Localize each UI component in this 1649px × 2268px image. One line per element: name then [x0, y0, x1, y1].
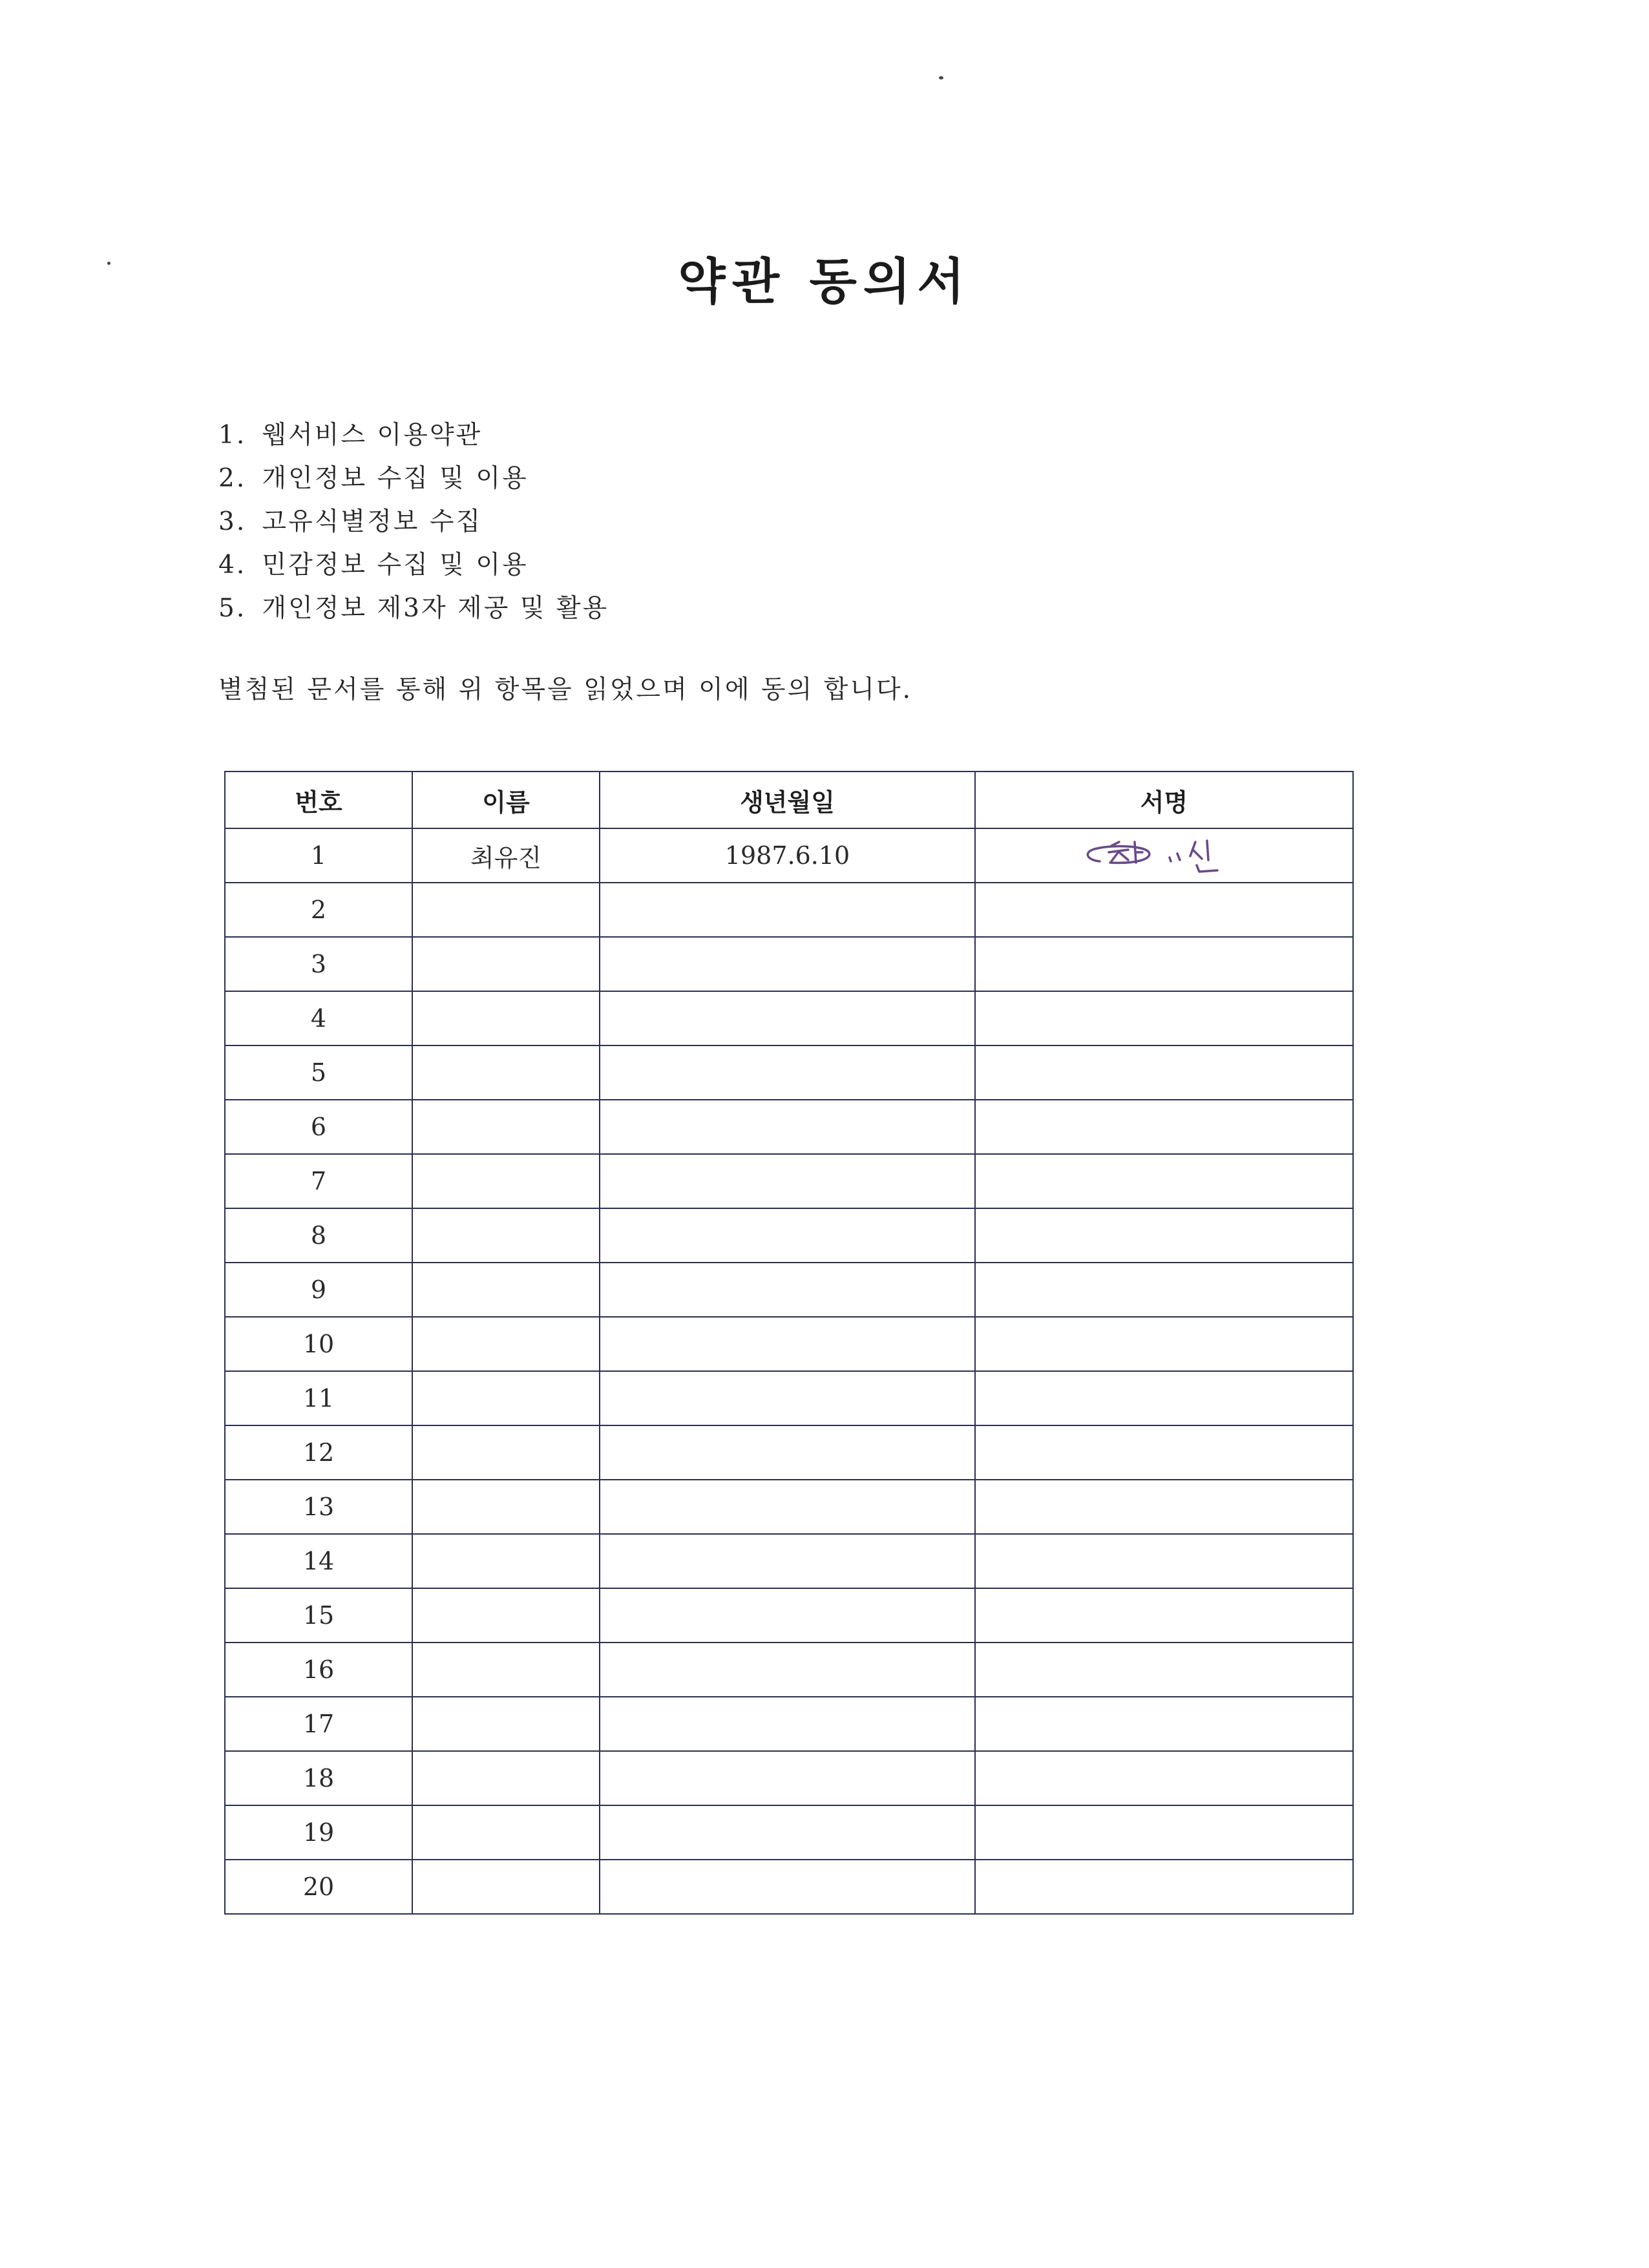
- row-signature: [975, 828, 1353, 883]
- row-signature: [975, 1317, 1353, 1371]
- row-number: 14: [225, 1534, 412, 1588]
- consent-item-text: 개인정보 제3자 제공 및 활용: [262, 594, 609, 623]
- row-number: 2: [225, 883, 412, 937]
- row-name: [412, 1045, 600, 1100]
- table-row: [225, 1100, 1353, 1154]
- row-signature: [975, 1371, 1353, 1425]
- row-name: [412, 1805, 600, 1860]
- handwritten-signature: [1080, 833, 1248, 878]
- consent-item: [218, 543, 609, 587]
- row-signature: [975, 1643, 1353, 1697]
- row-birthdate: [600, 1100, 975, 1154]
- row-birthdate: 1987.6.10: [600, 828, 975, 883]
- consent-item: [218, 414, 609, 457]
- row-signature: [975, 1045, 1353, 1100]
- consent-item-text: 민감정보 수집 및 이용: [262, 551, 529, 580]
- row-signature: [975, 1805, 1353, 1860]
- table-header-row: [225, 772, 1353, 828]
- row-signature: [975, 1588, 1353, 1643]
- row-birthdate: [600, 1697, 975, 1751]
- row-signature: [975, 1480, 1353, 1534]
- header-number: 번호: [225, 772, 412, 828]
- table-row: [225, 1805, 1353, 1860]
- row-number: 8: [225, 1208, 412, 1263]
- table-row: [225, 991, 1353, 1045]
- table-row: [225, 1208, 1353, 1263]
- row-number: 10: [225, 1317, 412, 1371]
- row-birthdate: [600, 1208, 975, 1263]
- row-birthdate: [600, 991, 975, 1045]
- consent-item-text: 웹서비스 이용약관: [262, 421, 483, 450]
- row-signature: [975, 1425, 1353, 1480]
- header-signature: 서명: [975, 772, 1353, 828]
- row-birthdate: [600, 1643, 975, 1697]
- row-name: [412, 1643, 600, 1697]
- header-name: 이름: [412, 772, 600, 828]
- row-name: [412, 1317, 600, 1371]
- row-name: [412, 991, 600, 1045]
- table-row: [225, 1588, 1353, 1643]
- table-row: [225, 1263, 1353, 1317]
- row-number: 5: [225, 1045, 412, 1100]
- row-name: [412, 1100, 600, 1154]
- table-row: [225, 1751, 1353, 1805]
- row-name: [412, 1154, 600, 1208]
- row-birthdate: [600, 883, 975, 937]
- row-number: 16: [225, 1643, 412, 1697]
- row-birthdate: [600, 1371, 975, 1425]
- row-signature: [975, 1860, 1353, 1914]
- row-name: [412, 1588, 600, 1643]
- table-row: [225, 1480, 1353, 1534]
- row-name: [412, 937, 600, 991]
- consent-item-number: 4.: [218, 551, 247, 580]
- row-name: [412, 1208, 600, 1263]
- row-number: 15: [225, 1588, 412, 1643]
- consent-item-list: [218, 414, 609, 630]
- consent-item: [218, 500, 609, 543]
- page-title: 약관 동의서: [678, 253, 971, 310]
- header-birthdate: 생년월일: [600, 772, 975, 828]
- consent-item: [218, 457, 609, 500]
- row-signature: [975, 883, 1353, 937]
- row-birthdate: [600, 1534, 975, 1588]
- row-signature: [975, 1534, 1353, 1588]
- row-name: [412, 1697, 600, 1751]
- table-row: [225, 937, 1353, 991]
- row-number: 4: [225, 991, 412, 1045]
- consent-item-number: 1.: [218, 421, 247, 450]
- row-name: [412, 1371, 600, 1425]
- row-signature: [975, 1100, 1353, 1154]
- scan-speck: [939, 76, 943, 79]
- signature-table: [224, 771, 1354, 1915]
- row-name: [412, 1425, 600, 1480]
- row-name: [412, 1263, 600, 1317]
- row-signature: [975, 937, 1353, 991]
- row-birthdate: [600, 1805, 975, 1860]
- row-signature: [975, 1208, 1353, 1263]
- consent-item-number: 3.: [218, 507, 247, 536]
- consent-item: [218, 587, 609, 630]
- row-birthdate: [600, 1588, 975, 1643]
- table-row: [225, 1534, 1353, 1588]
- row-number: 17: [225, 1697, 412, 1751]
- row-number: 9: [225, 1263, 412, 1317]
- row-birthdate: [600, 1317, 975, 1371]
- row-name: [412, 883, 600, 937]
- row-birthdate: [600, 1860, 975, 1914]
- row-signature: [975, 1751, 1353, 1805]
- agreement-statement: 별첨된 문서를 통해 위 항목을 읽었으며 이에 동의 합니다.: [218, 675, 913, 704]
- consent-item-number: 5.: [218, 594, 247, 623]
- row-name: 최유진: [412, 828, 600, 883]
- consent-item-text: 개인정보 수집 및 이용: [262, 464, 529, 493]
- row-number: 19: [225, 1805, 412, 1860]
- row-birthdate: [600, 1751, 975, 1805]
- table-row: [225, 1045, 1353, 1100]
- row-number: 12: [225, 1425, 412, 1480]
- row-number: 18: [225, 1751, 412, 1805]
- row-birthdate: [600, 1263, 975, 1317]
- consent-item-text: 고유식별정보 수집: [262, 507, 483, 536]
- row-name: [412, 1860, 600, 1914]
- row-name: [412, 1751, 600, 1805]
- row-number: 3: [225, 937, 412, 991]
- row-number: 7: [225, 1154, 412, 1208]
- row-birthdate: [600, 1045, 975, 1100]
- table-row: [225, 1697, 1353, 1751]
- row-number: 20: [225, 1860, 412, 1914]
- row-birthdate: [600, 1480, 975, 1534]
- row-birthdate: [600, 937, 975, 991]
- row-number: 1: [225, 828, 412, 883]
- table-row: [225, 1371, 1353, 1425]
- table-row: [225, 1643, 1353, 1697]
- row-signature: [975, 1263, 1353, 1317]
- row-signature: [975, 991, 1353, 1045]
- row-signature: [975, 1697, 1353, 1751]
- row-birthdate: [600, 1425, 975, 1480]
- row-number: 11: [225, 1371, 412, 1425]
- table-row: [225, 1425, 1353, 1480]
- table-row: [225, 1317, 1353, 1371]
- table-row: [225, 828, 1353, 883]
- table-row: [225, 883, 1353, 937]
- row-number: 13: [225, 1480, 412, 1534]
- row-birthdate: [600, 1154, 975, 1208]
- table-row: [225, 1860, 1353, 1914]
- row-name: [412, 1534, 600, 1588]
- row-signature: [975, 1154, 1353, 1208]
- consent-item-number: 2.: [218, 464, 247, 493]
- table-row: [225, 1154, 1353, 1208]
- row-number: 6: [225, 1100, 412, 1154]
- row-name: [412, 1480, 600, 1534]
